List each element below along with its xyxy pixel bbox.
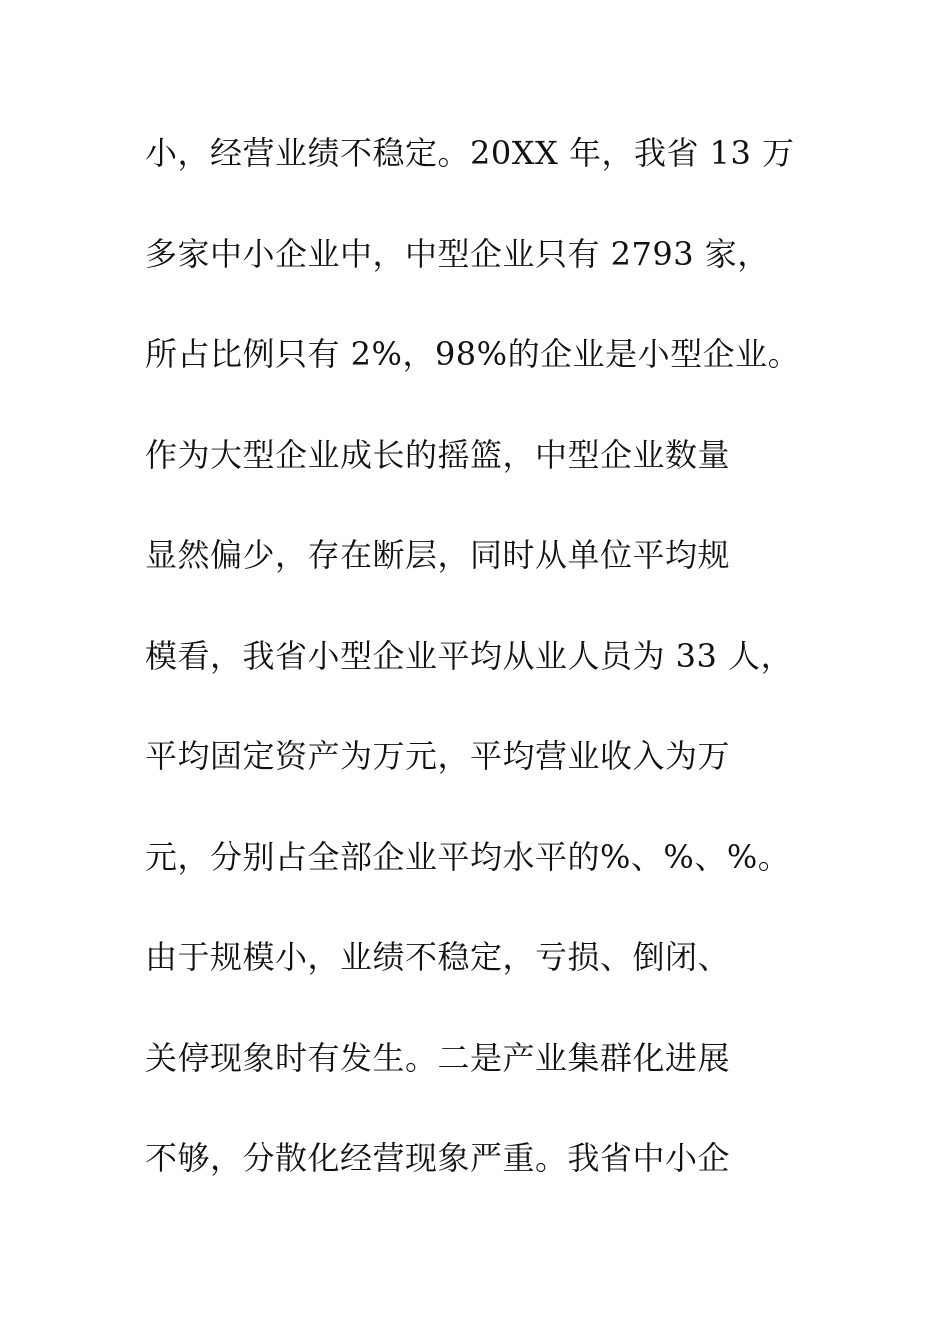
text-line: 所占比例只有 2%，98%的企业是小型企业。 [145,335,801,373]
text-line: 显然偏少，存在断层，同时从单位平均规 [145,536,731,574]
text-line: 平均固定资产为万元，平均营业收入为万 [145,737,731,775]
text-line: 元，分别占全部企业平均水平的%、%、%。 [145,837,791,876]
text-line: 模看，我省小型企业平均从业人员为 33 人， [145,636,794,675]
text-line: 不够，分散化经营现象严重。我省中小企 [145,1139,731,1177]
text-line: 由于规模小，业绩不稳定，亏损、倒闭、 [145,938,731,976]
body-text [145,128,845,1234]
text-line: 关停现象时有发生。二是产业集群化进展 [145,1038,731,1077]
text-line: 多家中小企业中，中型企业只有 2793 家， [145,234,770,273]
text-line: 小，经营业绩不稳定。20XX 年，我省 13 万 [145,134,795,172]
text-line: 作为大型企业成长的摇篮，中型企业数量 [145,435,731,474]
